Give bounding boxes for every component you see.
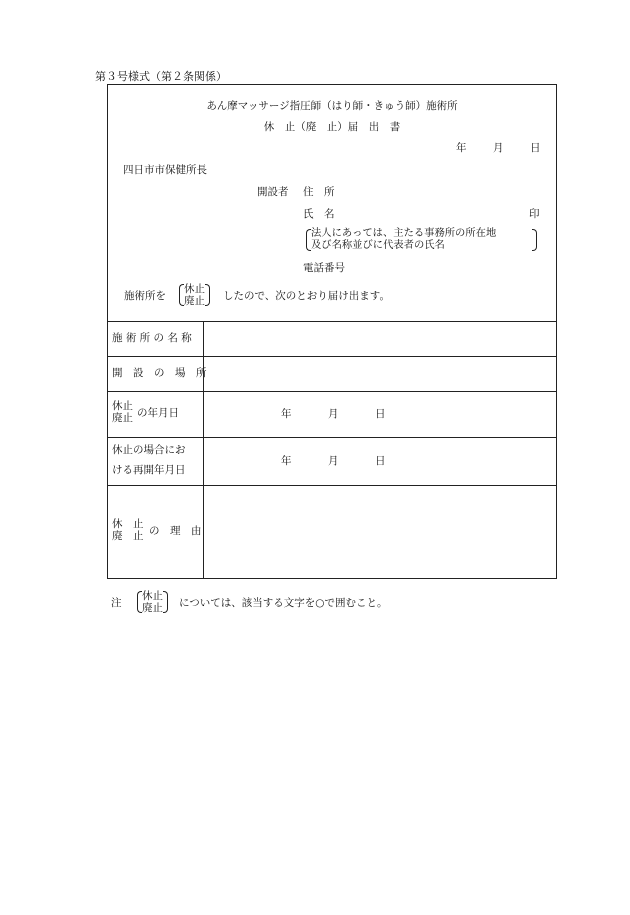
addressee: 四日市市保健所長: [123, 164, 207, 176]
reason-opt-suspend: 休 止: [112, 518, 144, 530]
form-number-label: 第３号様式（第２条関係）: [95, 70, 227, 83]
resume-date-label-line2: ける再開年月日: [112, 464, 186, 476]
phone-label: 電話番号: [303, 262, 345, 274]
column-divider: [203, 321, 204, 579]
suspension-date-year: 年: [281, 408, 292, 420]
row-rule-1: [107, 356, 557, 357]
note-brace: [137, 590, 168, 614]
suspension-date-month: 月: [328, 408, 339, 420]
note-opt-abolish: 廃止: [142, 602, 163, 615]
form-title-line1: あん摩マッサージ指圧師（はり師・きゅう師）施術所: [206, 100, 458, 112]
suspension-date-opt-suspend: 休止: [112, 400, 133, 412]
suspension-date-opt-abolish: 廃止: [112, 411, 133, 424]
corporation-note-line2: 及び名称並びに代表者の氏名: [311, 238, 445, 251]
suspension-date-day: 日: [375, 408, 386, 420]
facility-location-label: 開 設 の 場 所: [112, 367, 207, 379]
resume-date-day: 日: [375, 455, 386, 467]
address-label: 住 所: [303, 186, 335, 198]
note-text: については、該当する文字を○で囲むこと。: [179, 597, 388, 609]
table-top-rule: [107, 321, 557, 322]
form-title-line2: 休 止（廃 止）届 出 書: [263, 121, 401, 133]
note-prefix: 注: [111, 597, 122, 609]
suspension-date-suffix: の年月日: [137, 407, 179, 419]
statement-prefix: 施術所を: [124, 290, 166, 302]
resume-date-month: 月: [328, 455, 339, 467]
name-label: 氏 名: [303, 208, 335, 220]
row-rule-3: [107, 437, 557, 438]
statement-opt-suspend: 休止: [184, 283, 205, 295]
date-month-label: 月: [493, 142, 504, 154]
row-rule-2: [107, 391, 557, 392]
founder-label: 開設者: [257, 186, 289, 198]
reason-suffix: の 理 由: [149, 525, 202, 537]
reason-opt-abolish: 廃 止: [112, 529, 144, 542]
date-day-label: 日: [530, 142, 541, 154]
note-opt-suspend: 休止: [142, 590, 163, 602]
reason-options: [112, 519, 144, 542]
corporation-note-line1: 法人にあっては、主たる事務所の所在地: [311, 227, 497, 239]
statement-brace: [179, 283, 210, 307]
corporation-note: [306, 228, 537, 252]
resume-date-year: 年: [281, 455, 292, 467]
row-rule-4: [107, 485, 557, 486]
seal-mark: 印: [529, 208, 540, 220]
statement-opt-abolish: 廃止: [184, 295, 205, 308]
suspension-date-options: [112, 401, 133, 424]
facility-name-label: 施 術 所 の 名 称: [112, 332, 192, 344]
statement-suffix: したので、次のとおり届け出ます。: [223, 290, 390, 302]
date-year-label: 年: [456, 142, 467, 154]
resume-date-label-line1: 休止の場合にお: [112, 444, 186, 456]
